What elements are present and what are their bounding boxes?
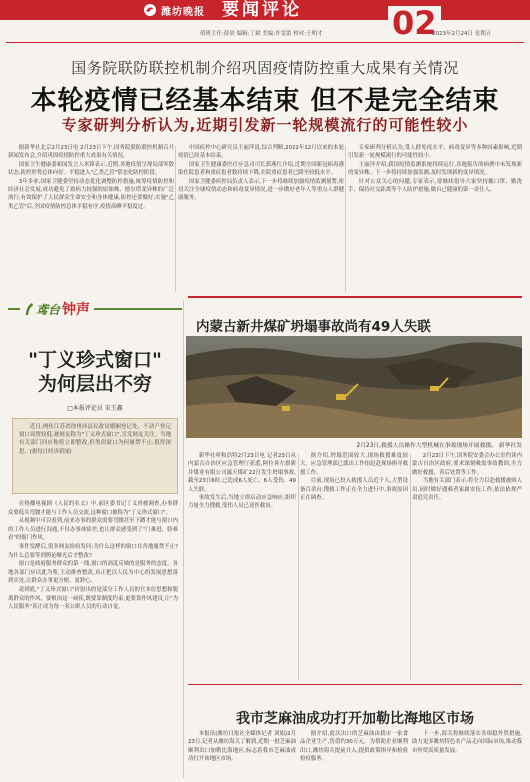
mine-column-2	[300, 452, 408, 680]
column-banner	[8, 298, 182, 320]
page-number: 02	[388, 6, 441, 40]
column-name-a: 鸢台	[36, 302, 61, 317]
opinion-summary: 近日,网传江苏省徐州沛县民政局婚姻登记处、不动产登记窗口设置较低,被网友称为"丁义珍式窗口",引发网友关注。当地有关部门回应称将立即整改,但类似窗口为何屡禁不止,值得深思。(据每日经济新闻)	[19, 424, 171, 455]
opinion-title-line-2: 为何层出不穷	[37, 373, 152, 395]
mine-paragraph: 事故发生后,当地立即启动应急响应,组织力量全力搜救,受伤人员已送医救治。	[188, 495, 296, 510]
opinion-title[interactable]	[8, 348, 182, 396]
mine-rescue-photo[interactable]	[186, 336, 522, 438]
lead-paragraph: 国家卫健委疾控局负责人表示,下一步将继续加强疫情监测预警,密切关注全球疫情动态和病毒变异情况,进一步做好老年人等重点人群健康服务。	[178, 178, 344, 202]
opinion-title-line-1: "丁义珍式窗口"	[28, 349, 162, 371]
lead-paragraph: 国家卫生健康委医疗应急司司长郭燕红介绍,近期全国新冠病毒感染住院患者和重症患者数持续下降,在院重症患者已降至较低水平。	[178, 161, 344, 177]
newspaper-logo[interactable]	[142, 2, 205, 18]
oil-paragraph: 据介绍,此次出口的芝麻油由我市一家食品企业生产,货值约30万元。为帮助企业顺利出口,潍坊海关提前介入,提供政策指导和检验检疫服务。	[300, 731, 408, 763]
lead-subheadline: 专家研判分析认为,近期引发新一轮规模流行的可能性较小	[61, 116, 469, 134]
column-rule	[345, 146, 346, 292]
section-title: 要闻评论	[222, 0, 302, 20]
mine-paragraph: 新华社呼和浩特2月23日电 记者23日从内蒙古自治区应急管理厅获悉,阿拉善左旗新井煤业有限公司露天煤矿22日发生坍塌事故,截至23日6时,已造成6人死亡、6人受伤、49人失联。	[188, 453, 296, 493]
oil-paragraph: 下一步,海关将继续落实各项稳外贸措施,助力更多潍坊特色农产品走向国际市场,推动我市外贸高质量发展。	[412, 731, 522, 754]
opinion-body	[8, 500, 178, 778]
masthead	[0, 0, 530, 46]
mine-paragraph: 2月23日下午,国务院安委会办公室约谈内蒙古自治区政府,要求深刻吸取事故教训,全力做好救援、善后处置等工作。	[412, 453, 522, 476]
lead-paragraph: 3年多来,国家卫健委坚持动态优化调整防控措施,统筹疫情防控和经济社会发展,成功避免了致病力较强的原始株、德尔塔变异株的广泛流行,有效保护了人民群众生命安全和身体健康,防控还要做好,实施"乙类乙管"后,全国疫情防控总体平稳有序,疫情高峰平稳度过。	[8, 178, 174, 210]
editor-credits: 值班主任:薛晨 编辑:丁斌 美编:许雯蕾 校对:王明才	[200, 31, 323, 37]
lead-paragraph: 针对公众关心的问题,专家表示,要继续倡导大家坚持戴口罩、勤洗手、保持社交距离等个人防护措施,做自己健康的第一责任人。	[348, 178, 522, 194]
oil-column-3	[412, 730, 522, 780]
lead-paragraph: 中国疾控中心研究员王丽萍说,综合判断,2022年12月以来的本轮疫情已经基本结束。	[178, 145, 344, 160]
mine-paragraph: 当地有关部门表示,将全力以赴救援被困人员,同时做好遇难者家属安抚工作,依法依规严肃追究责任。	[412, 478, 522, 502]
column-rule	[410, 454, 411, 680]
oil-column-2	[300, 730, 408, 780]
opinion-paragraph: 事件发酵后,很多网友纷纷发问:为什么这样的窗口在各地屡禁不止?为什么总要等到舆论曝光后才整改?	[8, 543, 178, 559]
opinion-paragraph: 窗口是政府服务群众的第一线,窗口的高度反映的是服务的态度。各地各部门应以此为鉴,主动排查整改,真正把以人民为中心的发展思想落到实处,让群众办事更方便、更舒心。	[8, 561, 178, 585]
quill-icon	[24, 302, 34, 316]
lead-paragraph: 国家卫生健康委新闻发言人米锋表示,近期,各地疫情呈现局部零散状态,防控形势总体向好。平稳进入"乙类乙管"常态化防控阶段。	[8, 161, 174, 177]
opinion-author: □本报评论员 宋玉鑫	[67, 405, 123, 412]
lead-headline[interactable]: 本轮疫情已经基本结束 但不是完全结束	[30, 86, 500, 116]
column-name-b: 钟声	[62, 302, 91, 318]
column-rule	[175, 146, 176, 292]
mine-paragraph: 据介绍,坍塌范围较大,现场救援难度较大。应急管理部已派出工作组赶赴现场指导救援工作。	[300, 453, 408, 476]
opinion-paragraph: 在热播电视剧《人民的名义》中,前区委书记丁义珍被调查,办事群众要低头弯腰才能与工作人员交流,这种窗口被称为"丁义珍式窗口"。	[8, 501, 178, 516]
mine-paragraph: 目前,现场已投入救援人员近千人,大型设备百余台,搜救工作正在全力进行中,事故原因正在调查。	[300, 478, 408, 502]
opinion-paragraph: 从视频中可以看到,前来办事的群众需要弯腰甚至下蹲才能与窗口内的工作人员进行沟通,不仅办事体验差,也让群众感受到了"门难进、脸难看"的衙门作风。	[8, 518, 178, 542]
logo-emblem-icon	[142, 3, 158, 17]
oil-top-rule	[188, 684, 522, 685]
opinion-paragraph: 说到底,"丁义珍式窗口"折射出的是部分工作人员的官本位思想和脱离群众的作风。要根治这一顽疾,既要靠制度约束,更要靠作风建设,让"为人民服务"真正成为每一名公职人员的行动自觉。	[8, 586, 178, 611]
lead-column-2	[178, 144, 344, 292]
opinion-summary-box	[12, 418, 178, 494]
photo-caption: 2月23日,救援人员操作大型机械在事故现场开展救援。 新华社发	[356, 443, 522, 449]
logo-text: 潍坊晚报	[161, 6, 205, 18]
oil-column-1	[188, 730, 296, 780]
lead-paragraph: 据新华社北京2月23日电 2月23日下午,国务院联防联控机制召开新闻发布会,介绍巩固疫情防控重大成果有关情况。	[8, 145, 174, 160]
lead-paragraph: 专家研判分析认为,受人群免疫水平、病毒变异等多种因素影响,近期引发新一轮规模流行的可能性较小。	[348, 145, 522, 160]
masthead-rule	[6, 42, 524, 43]
oil-headline[interactable]: 我市芝麻油成功打开加勒比海地区市场	[236, 711, 474, 727]
column-logo	[20, 298, 94, 320]
column-rule	[298, 454, 299, 680]
lead-column-1	[8, 144, 174, 294]
lead-paragraph: 王丽萍介绍,我国疫情监测系统持续运行,各地报告的病例中未发现新的变异株。下一步将持续加强监测,及时发现新的变异情况。	[348, 161, 522, 177]
issue-date: 2023年2月24日 星期五	[432, 31, 492, 37]
lead-column-3	[348, 144, 522, 292]
mine-top-rule	[188, 296, 522, 298]
mine-headline[interactable]: 内蒙古新井煤矿坍塌事故尚有49人失联	[196, 319, 431, 335]
mine-column-1	[188, 452, 296, 680]
mine-column-3	[412, 452, 522, 680]
section-rule	[183, 300, 184, 778]
lead-pre-headline: 国务院联防联控机制介绍巩固疫情防控重大成果有关情况	[71, 59, 459, 77]
oil-paragraph: 本报讯(潍坊日报社全媒体记者 刘娟)2月23日,记者从潍坊海关了解到,近期一批芝麻油顺利出口加勒比海地区,标志着我市芝麻油成功打开该地区市场。	[188, 731, 296, 763]
